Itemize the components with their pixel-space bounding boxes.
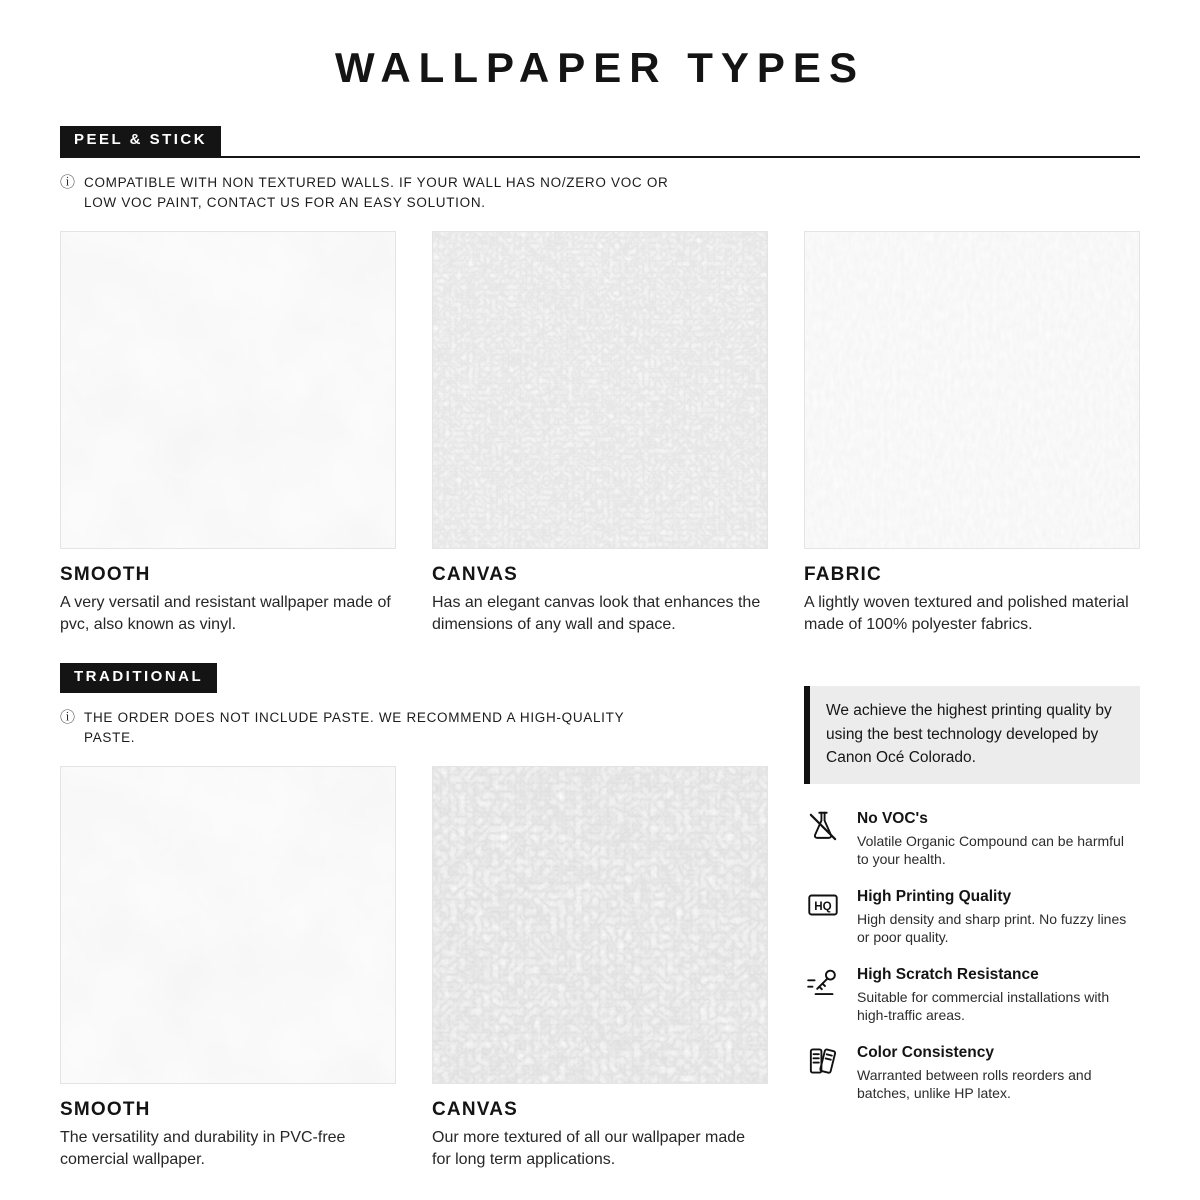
info-icon: ⓘ [60,173,76,191]
swatch-description: Has an elegant canvas look that enhances the dimensions of any wall and space. [432,594,761,634]
svg-text:HQ: HQ [814,899,832,913]
feature-color-consistency [804,1042,1140,1103]
peel-stick-section [60,126,1140,636]
hq-icon [804,886,844,924]
swatch-description: A lightly woven textured and polished material made of 100% polyester fabrics. [804,594,1129,634]
feature-title: High Scratch Resistance [857,965,1039,983]
page-title: WALLPAPER TYPES [335,44,865,91]
peel-stick-note [60,173,1140,214]
color-swatches-icon [804,1042,844,1080]
feature-list [804,808,1140,1103]
swatch-name: FABRIC [804,564,882,585]
feature-text [857,964,1127,1025]
peel-stick-header-rule [60,126,1140,158]
feature-description: Suitable for commercial installations with high-traffic areas. [857,988,1110,1024]
feature-scratch-resistance [804,964,1140,1025]
swatch-traditional-canvas [432,766,768,1171]
swatch-description: Our more textured of all our wallpaper made for long term applications. [432,1129,746,1169]
smooth-texture-image [60,231,396,549]
swatch-description: A very versatil and resistant wallpaper made of pvc, also known as vinyl. [60,594,391,634]
feature-description: High density and sharp print. No fuzzy lines or poor quality. [857,910,1127,946]
canvas-texture-image [432,231,768,549]
peel-stick-note-text: COMPATIBLE WITH NON TEXTURED WALLS. IF YOUR WALL HAS NO/ZERO VOC OR LOW VOC PAINT, CONTACT US FOR AN EASY SOLUTION. [84,174,669,210]
swatch-peel-fabric [804,231,1140,636]
swatch-peel-canvas [432,231,768,636]
peel-stick-swatch-grid [60,231,1140,636]
traditional-badge: TRADITIONAL [60,663,217,693]
swatch-name: SMOOTH [60,564,151,585]
feature-description: Warranted between rolls reorders and batches, unlike HP latex. [857,1066,1092,1102]
swatch-name: CANVAS [432,564,519,585]
traditional-note-text: THE ORDER DOES NOT INCLUDE PASTE. WE RECOMMEND A HIGH-QUALITY PASTE. [84,709,625,745]
info-icon: ⓘ [60,708,76,726]
swatch-traditional-smooth [60,766,396,1171]
feature-high-printing-quality [804,886,1140,947]
feature-text [857,808,1127,869]
feature-title: No VOC's [857,809,928,827]
swatch-peel-smooth [60,231,396,636]
feature-title: High Printing Quality [857,887,1012,905]
fabric-texture-image [804,231,1140,549]
feature-title: Color Consistency [857,1043,994,1061]
feature-no-voc [804,808,1140,869]
no-voc-icon [804,808,844,846]
canvas-texture-image [432,766,768,1084]
scratch-icon [804,964,844,1002]
swatch-name: CANVAS [432,1099,519,1121]
feature-text [857,1042,1127,1103]
peel-stick-badge: PEEL & STICK [60,126,221,156]
swatch-description: The versatility and durability in PVC-free comercial wallpaper. [60,1129,346,1169]
smooth-texture-image [60,766,396,1084]
feature-text [857,886,1127,947]
feature-description: Volatile Organic Compound can be harmful to your health. [857,832,1124,868]
printing-quality-quote: We achieve the highest printing quality by using the best technology developed by Canon Océ Colorado. [804,686,1140,784]
printing-info-sidebar [804,686,1140,1119]
traditional-section [60,663,1140,1171]
swatch-name: SMOOTH [60,1099,151,1121]
